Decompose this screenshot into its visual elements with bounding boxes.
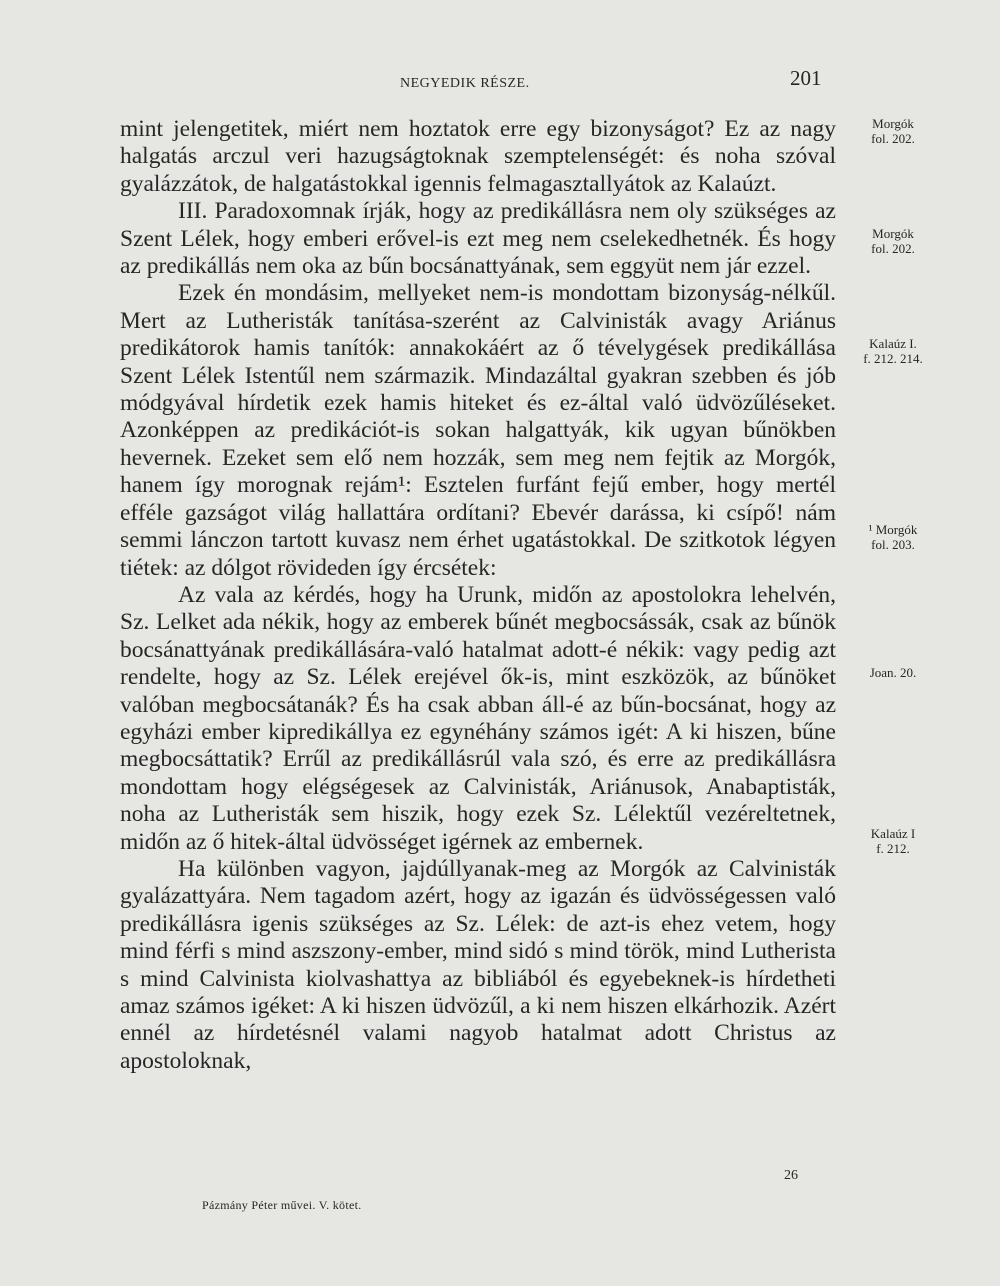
margin-note-source: Kalaúz I — [870, 826, 916, 841]
margin-note-5 — [848, 665, 938, 680]
margin-note-6 — [848, 826, 938, 856]
paragraph-3: Ezek én mondásim, mellyeket nem-is mondottam bizonyság-nélkűl. Mert az Lutheristák tanítása-szerént az Calvinisták avagy Ariánus predikátorok hamis tanítók: annakokáért az ő tévelygések predikállása Szent Lélek Istentűl nem származik. Mindazáltal gyakran szebben és jób módgyával hírdetik ezek hamis hiteket és ez-által való üdvözűléseket. Azonképpen az predikációt-is sokan halgattyák, kik ugyan bűnökben hevernek. Ezeket sem elő nem hozzák, sem meg nem fejtik az Morgók, hanem így morognak rejám¹: Esztelen furfánt fejű ember, hogy mertél efféle gazságot világ hallattára ordítani? Ebevér darássa, ki csípő! nám semmi lánczon tartott kuvasz nem érhet ugatástokkal. De szitkotok légyen tiétek: az dólgot rövideden így ércsétek: — [120, 280, 836, 581]
main-text — [120, 116, 836, 1075]
page-number: 201 — [790, 66, 822, 90]
margin-note-2 — [848, 226, 938, 256]
margin-note-3 — [848, 336, 938, 366]
running-title: NEGYEDIK RÉSZE. — [400, 76, 530, 91]
paragraph-1: mint jelengetitek, miért nem hoztatok erre egy bizonyságot? Ez az nagy halgatás arczul veri hazugságtoknak szemptelenségét: és noha szóval gyalázzátok, de halgatástokkal igennis felmagasztallyátok az Kalaúzt. — [120, 116, 836, 197]
margin-note-source: Morgók — [872, 116, 914, 131]
margin-note-ref: fol. 202. — [871, 241, 915, 256]
margin-note-source: Morgók — [872, 226, 914, 241]
paragraph-2: III. Paradoxomnak írják, hogy az predikállásra nem oly szükséges az Szent Lélek, hogy emberi erővel-is ezt meg nem cselekedhetnék. És hogy az predikállás nem oka az bűn bocsánattyának, sem eggyüt nem jár ezzel. — [120, 198, 836, 280]
paragraph-4: Az vala az kérdés, hogy ha Urunk, midőn az apostolokra lehelvén, Sz. Lelket ada nékik, hogy az emberek bűnét megbocsássák, csak az bűnök bocsánattyának predikállására-való hatalmat adott-é nékik: vagy pedig azt rendelte, hogy az Sz. Lélek erejével ők-is, mint eszközök, az bűnöket valóban megbocsátanák? És ha csak abban áll-é az bűn-bocsánat, hogy az egyházi ember kipredikállya ez egynéhány számos igét: A ki hiszen, bűne megbocsáttatik? Errűl az predikállásrúl vala szó, és erre az predikállásra mondottam hogy elégségesek az Calvinisták, Ariánusok, Anabaptisták, noha az Lutheristák sem hiszik, hogy ezek Sz. Lélektűl vezéreltetnek, midőn az ő hitek-által üdvösséget igérnek az embernek. — [120, 581, 836, 855]
margin-note-ref: f. 212. 214. — [863, 351, 923, 366]
margin-note-4 — [848, 522, 938, 552]
margin-note-source: Kalaúz I. — [869, 336, 917, 351]
margin-note-ref: fol. 202. — [871, 131, 915, 146]
margin-note-1 — [848, 116, 938, 146]
margin-note-ref: f. 212. — [876, 841, 910, 856]
paragraph-5: Ha különben vagyon, jajdúllyanak-meg az Morgók az Calvinisták gyalázattyára. Nem tagadom azért, hogy az igazán és üdvösségessen való predikállásra igenis szükséges az Sz. Lélek: de azt-is ehez vetem, hogy mind férfi s mind aszszony-ember, mind sidó s mind török, mind Lutherista s mind Calvinista kiolvashattya az bibliából és egyebeknek-is hírdetheti amaz számos igéket: A ki hiszen üdvözűl, a ki nem hiszen elkárhozik. Azért ennél az hírdetésnél valami nagyob hatalmat adott Christus az apostoloknak, — [120, 855, 836, 1074]
margin-note-source: Joan. 20. — [869, 665, 917, 680]
signature-mark: 26 — [784, 1168, 798, 1183]
margin-note-source: ¹ Morgók — [868, 522, 918, 537]
margin-note-ref: fol. 203. — [871, 537, 915, 552]
footer-title: Pázmány Péter művei. V. kötet. — [202, 1198, 362, 1212]
